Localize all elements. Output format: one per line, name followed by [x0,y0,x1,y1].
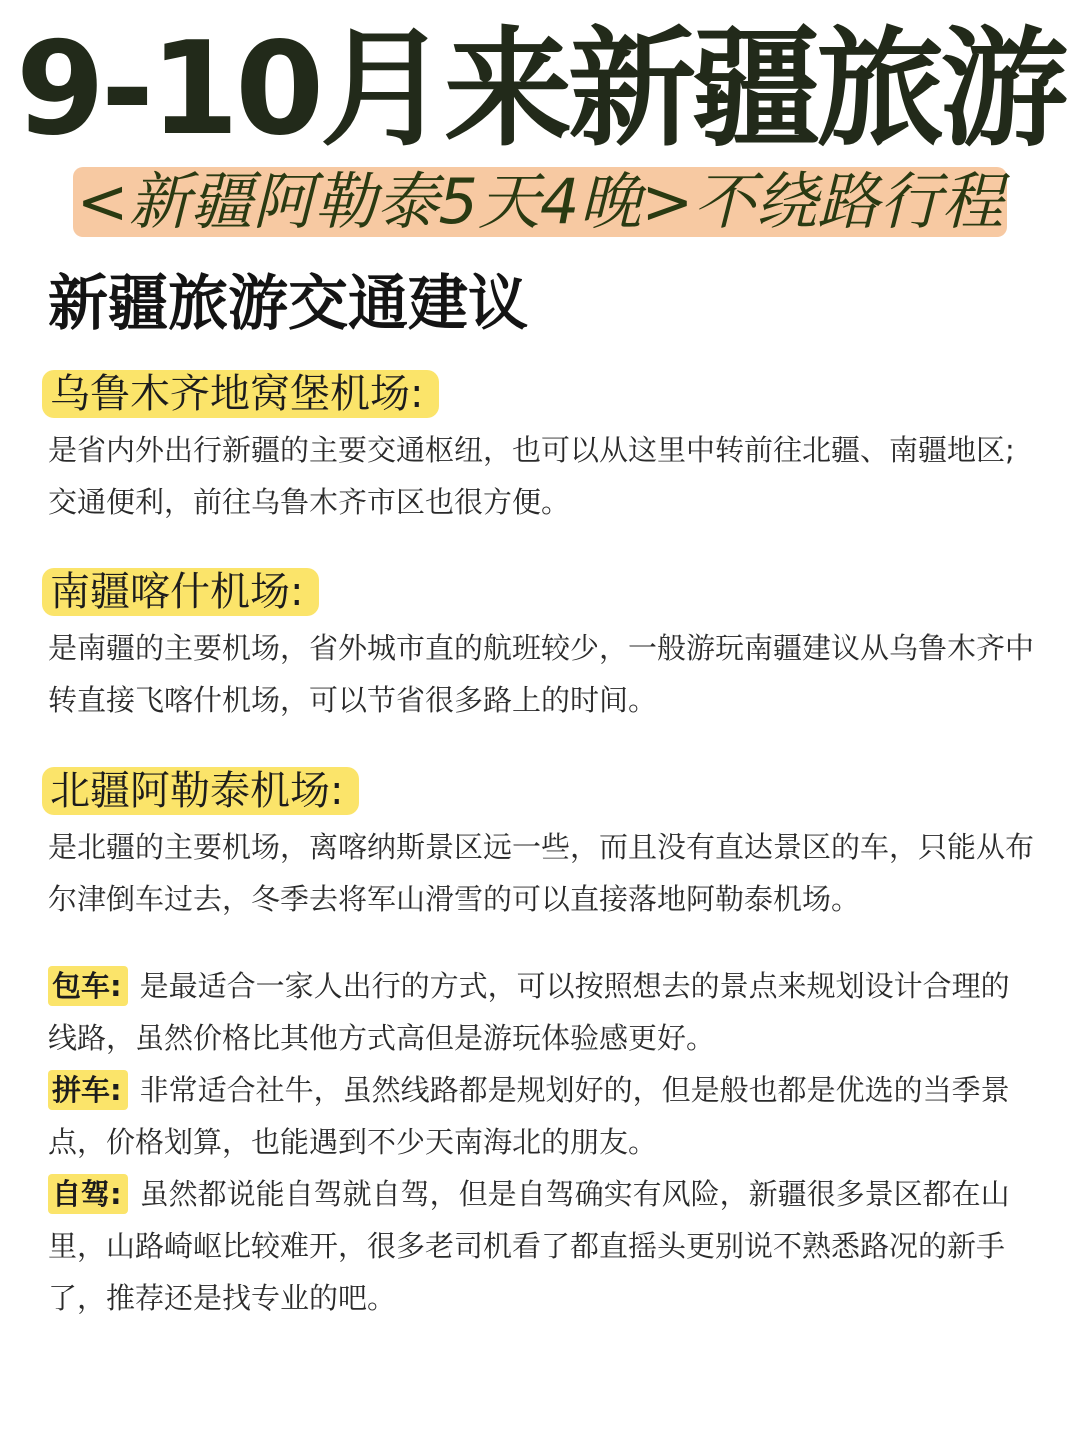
subtitle-text: <新疆阿勒泰5天4晚>不绕路行程 [76,165,1004,238]
subtitle-banner [73,167,1007,237]
transport-desc-charter: 是最适合一家人出行的方式，可以按照想去的景点来规划设计合理的线路，虽然价格比其他方式高但是游玩体验感更好。 [48,969,1010,1055]
airport-desc-kashgar: 是南疆的主要机场，省外城市直的航班较少，一般游玩南疆建议从乌鲁木齐中转直接飞喀什机场，可以节省很多路上的时间。 [48,631,1035,717]
airport-label-urumqi: 乌鲁木齐地窝堡机场: [42,370,439,418]
section-heading: 新疆旅游交通建议 [48,269,528,339]
airport-desc-altay: 是北疆的主要机场，离喀纳斯景区远一些，而且没有直达景区的车，只能从布尔津倒车过去，冬季去将军山滑雪的可以直接落地阿勒泰机场。 [48,830,1035,916]
airport-label-altay: 北疆阿勒泰机场: [42,767,359,815]
transport-tag-charter: 包车: [48,966,128,1006]
transport-tag-carpool: 拼车: [48,1070,128,1110]
transport-carpool [48,1064,1038,1168]
airport-desc-urumqi: 是省内外出行新疆的主要交通枢纽，也可以从这里中转前往北疆、南疆地区;交通便利，前往乌鲁木齐市区也很方便。 [48,433,1015,519]
transport-desc-selfdrive: 虽然都说能自驾就自驾，但是自驾确实有风险，新疆很多景区都在山里，山路崎岖比较难开，很多老司机看了都直摇头更别说不熟悉路况的新手了，推荐还是找专业的吧。 [48,1177,1010,1315]
transport-tag-selfdrive: 自驾: [48,1174,128,1214]
airport-label-kashgar: 南疆喀什机场: [42,568,319,616]
transport-selfdrive [48,1168,1038,1324]
page-title: 9-10月来新疆旅游 [15,15,1065,164]
transport-charter [48,960,1038,1064]
transport-desc-carpool: 非常适合社牛，虽然线路都是规划好的，但是般也都是优选的当季景点，价格划算，也能遇到不少天南海北的朋友。 [48,1073,1010,1159]
